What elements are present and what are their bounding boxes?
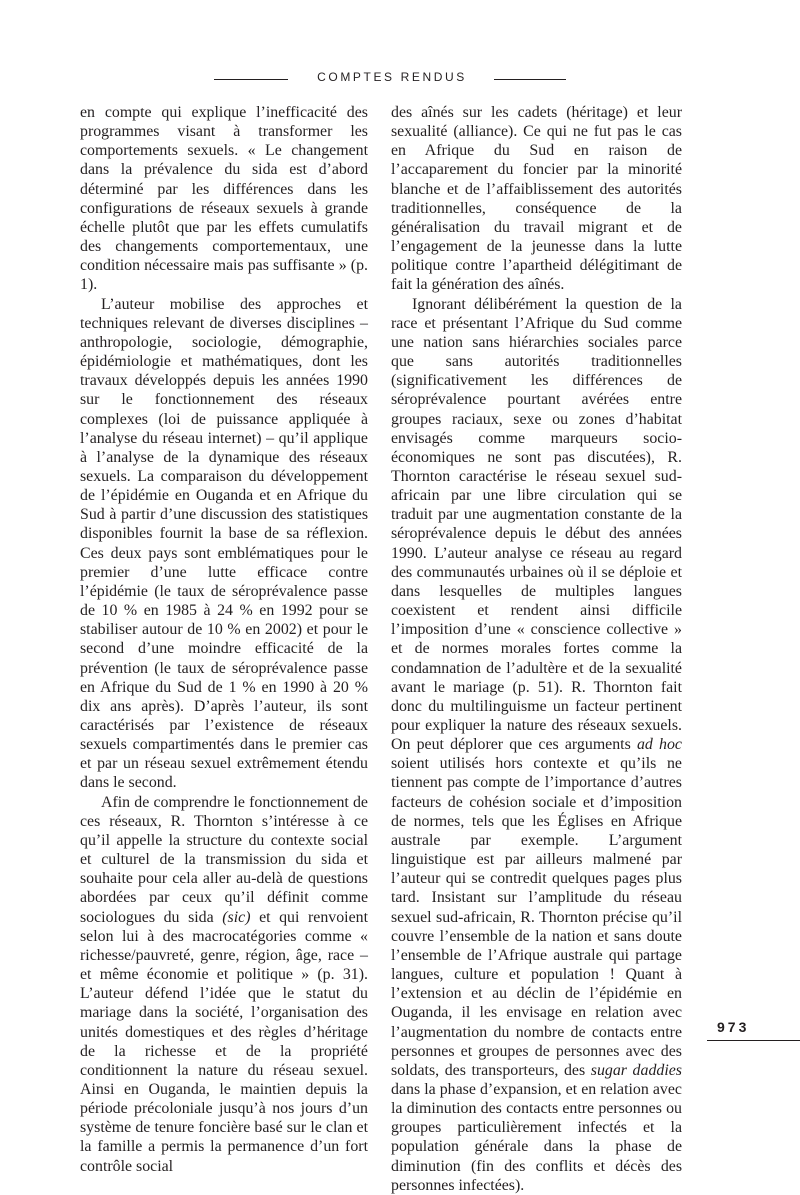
paragraph bbox=[391, 295, 682, 1195]
paragraph bbox=[80, 793, 368, 1176]
paragraph: L’auteur mobilise des approches et techniques relevant de diverses disciplines – anthropologie, sociologie, démographie, épidémiologie et mathématiques, dont les travaux développés depuis les années 1990 sur le fonctionnement des réseaux complexes (loi de puissance appliquée à l’analyse du réseau internet) – qu’il applique à l’analyse de la dynamique des réseaux sexuels. La comparaison du développement de l’épidémie en Ouganda et en Afrique du Sud à partir d’une discussion des statistiques disponibles fournit la base de sa réflexion. Ces deux pays sont emblématiques pour le premier d’une lutte efficace contre l’épidémie (le taux de séroprévalence passe de 10 % en 1985 à 24 % en 1992 pour se stabiliser autour de 10 % en 2002) et pour le second d’une moindre efficacité de la prévention (le taux de séroprévalence passe en Afrique du Sud de 1 % en 1990 à 20 % dix ans après). D’après l’auteur, ils sont caractérisés par l’existence de réseaux sexuels compartimentés dans le premier cas et par un réseau sexuel extrêmement étendu dans le second. bbox=[80, 295, 368, 792]
paragraph-text: Ignorant délibérément la question de la race et présentant l’Afrique du Sud comme une nation sans hiérarchies sociales parce que sans autorités traditionnelles (significativement les différences de séroprévalence pourtant avérées entre groupes raciaux, sexe ou zones d’habitat envisagés comme marqueurs socio-économiques ne sont pas discutées), R. Thornton caractérise le réseau sexuel sud-africain par une libre circulation qui se traduit par une augmentation constante de la séroprévalence depuis le début des années 1990. L’auteur analyse ce réseau au regard des communautés urbaines où il se déploie et dans lesquelles de multiples langues coexistent et rendent ainsi difficile l’imposition d’une « conscience collective » et de normes morales fortes comme la condamnation de l’adultère et de la sexualité avant le mariage (p. 51). R. Thornton fait donc du multilinguisme un facteur pertinent pour expliquer la nature des réseaux sexuels. On peut déplorer que ces arguments bbox=[391, 295, 682, 754]
running-title: COMPTES RENDUS bbox=[317, 70, 467, 84]
header-rule-right bbox=[494, 79, 566, 80]
italic-term: (sic) bbox=[222, 908, 251, 926]
paragraph: en compte qui explique l’inefficacité des programmes visant à transformer les comportements sexuels. « Le changement dans la prévalence du sida est d’abord déterminé par les différences dans les configurations de réseaux sexuels à grande échelle plutôt que par les effets cumulatifs des changements comportementaux, une condition nécessaire mais pas suffisante » (p. 1). bbox=[80, 104, 368, 294]
text-column-right bbox=[391, 103, 682, 1195]
page-number: 973 bbox=[717, 1019, 750, 1035]
paragraph-text: soient utilisés hors contexte et qu’ils ne tiennent pas compte de l’importance d’autres facteurs de cohésion sociale et d’imposition de normes, tels que les Églises en Afrique australe par exemple. L’argument linguistique est par ailleurs malmené par l’auteur qui se contredit quelques pages plus tard. Insistant sur l’amplitude du réseau sexuel sud-africain, R. Thornton précise qu’il couvre l’ensemble de la nation et sans doute l’ensemble de l’Afrique australe qui partage langues, culture et population ! Quant à l’extension et au déclin de l’épidémie en Ouganda, il les envisage en relation avec l’augmentation du nombre de contacts entre personnes et groupes de personnes avec des soldats, des transporteurs, des bbox=[391, 755, 682, 1079]
paragraph-text: dans la phase d’expansion, et en relation avec la diminution des contacts entre personnes ou groupes particulièrement infectés et la population générale dans la phase de diminution (fin des conflits et décès des personnes infectées). bbox=[391, 1080, 682, 1194]
paragraph-text: et qui renvoient selon lui à des macrocatégories comme « richesse/pauvreté, genre, région, âge, race – et même économie et politique » (p. 31). L’auteur défend l’idée que le statut du mariage dans la société, l’organisation des unités domestiques et des règles d’héritage de la richesse et de la propriété conditionnent la nature du réseau sexuel. Ainsi en Ouganda, le maintien depuis la période précoloniale jusqu’à nos jours d’un système de tenure foncière basé sur le clan et la famille a permis la permanence d’un fort contrôle social bbox=[80, 908, 369, 1175]
italic-term: ad hoc bbox=[636, 736, 682, 754]
paragraph: des aînés sur les cadets (héritage) et leur sexualité (alliance). Ce qui ne fut pas le cas en Afrique du Sud en raison de l’accaparement du foncier par la minorité blanche et de l’affaiblissement des autorités traditionnelles, conséquence de la généralisation du travail migrant et de l’engagement de la jeunesse dans la lutte politique contre l’apartheid délégitimant de fait la génération des aînés. bbox=[391, 104, 682, 294]
running-header bbox=[0, 70, 800, 90]
header-rule-left bbox=[214, 79, 288, 80]
text-column-left bbox=[80, 103, 368, 1176]
paragraph-text: Afin de comprendre le fonctionnement de ces réseaux, R. Thornton s’intéresse à ce qu’il appelle la structure du contexte social et culturel de la transmission du sida et souhaite pour cela aller au-delà de questions abordées par ceux qu’il définit comme sociologues du sida bbox=[80, 793, 368, 926]
italic-term: sugar daddies bbox=[590, 1061, 682, 1079]
page-number-rule bbox=[707, 1040, 800, 1041]
